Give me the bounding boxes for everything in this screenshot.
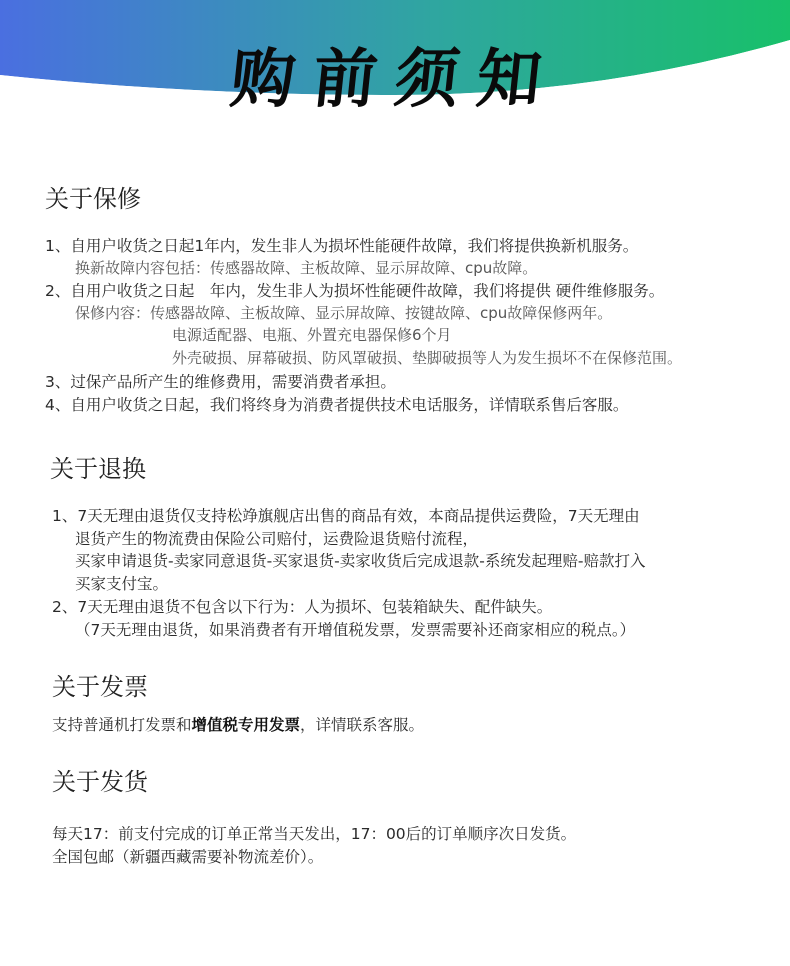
section-title-returns: 关于退换	[50, 455, 146, 483]
returns-line-3: 买家申请退货-卖家同意退货-买家退货-卖家收货后完成退款-系统发起理赔-赔款打入	[75, 552, 646, 570]
shipping-line-1: 每天17：前支付完成的订单正常当天发出，17：00后的订单顺序次日发货。	[52, 825, 577, 843]
returns-line-6: （7天无理由退货，如果消费者有开增值税发票，发票需要补还商家相应的税点。）	[75, 621, 636, 639]
warranty-line-4: 保修内容：传感器故障、主板故障、显示屏故障、按键故障、cpu故障保修两年。	[75, 304, 613, 322]
warranty-line-3: 2、自用户收货之日起 年内，发生非人为损坏性能硬件故障，我们将提供 硬件维修服务。	[45, 282, 665, 300]
invoice-text-bold: 增值税专用发票	[191, 716, 301, 734]
section-title-warranty: 关于保修	[45, 185, 141, 213]
warranty-line-5: 电源适配器、电瓶、外置充电器保修6个月	[172, 326, 452, 344]
invoice-text-after: ，详情联系客服。	[300, 716, 425, 734]
warranty-line-2: 换新故障内容包括：传感器故障、主板故障、显示屏故障、cpu故障。	[75, 259, 538, 277]
returns-line-4: 买家支付宝。	[75, 575, 169, 593]
invoice-text-before: 支持普通机打发票和	[52, 716, 192, 734]
section-title-shipping: 关于发货	[52, 768, 148, 796]
warranty-line-8: 4、自用户收货之日起，我们将终身为消费者提供技术电话服务，详情联系售后客服。	[45, 396, 629, 414]
returns-line-5: 2、7天无理由退货不包含以下行为：人为损坏、包装箱缺失、配件缺失。	[52, 598, 553, 616]
warranty-line-7: 3、过保产品所产生的维修费用，需要消费者承担。	[45, 373, 396, 391]
section-title-invoice: 关于发票	[52, 673, 148, 701]
page-title: 购前须知	[227, 42, 563, 117]
returns-line-1: 1、7天无理由退货仅支持松竫旗舰店出售的商品有效，本商品提供运费险，7天无理由	[52, 507, 640, 525]
warranty-line-1: 1、自用户收货之日起1年内，发生非人为损坏性能硬件故障，我们将提供换新机服务。	[45, 237, 639, 255]
warranty-line-6: 外壳破损、屏幕破损、防风罩破损、垫脚破损等人为发生损坏不在保修范围。	[172, 349, 683, 367]
returns-line-2: 退货产生的物流费由保险公司赔付，运费险退货赔付流程，	[75, 530, 479, 548]
invoice-text	[52, 715, 424, 735]
shipping-line-2: 全国包邮（新疆西藏需要补物流差价）。	[52, 848, 324, 866]
